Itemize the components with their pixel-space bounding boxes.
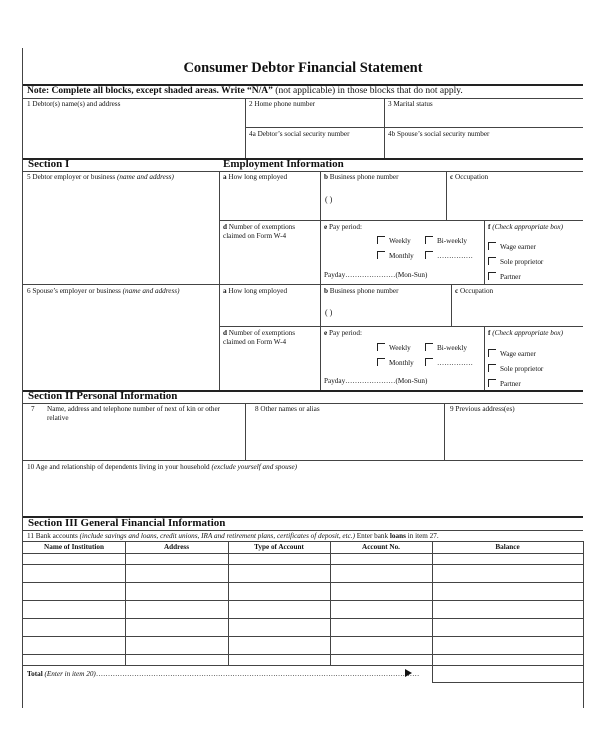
divider (228, 541, 229, 665)
spouse-wage-earner-checkbox[interactable]: Wage earner (488, 349, 536, 359)
weekly-checkbox[interactable]: Weekly (377, 236, 411, 246)
form-title: Consumer Debtor Financial Statement (183, 60, 423, 76)
divider (320, 171, 321, 284)
section-2-title: Section II Personal Information (28, 390, 178, 402)
sole-proprietor-checkbox[interactable]: Sole proprietor (488, 257, 543, 267)
divider (219, 171, 220, 284)
divider (125, 541, 126, 665)
block-4b-label: 4b Spouse’s social security number (388, 130, 490, 138)
table-row (23, 564, 583, 565)
divider (432, 541, 433, 665)
check-box-label: f (Check appropriate box) (488, 223, 563, 231)
table-row (23, 618, 583, 619)
col-header-institution: Name of Institution (44, 543, 104, 551)
col-header-account-no: Account No. (362, 543, 400, 551)
divider (245, 403, 246, 460)
payday-field: Payday…………………(Mon-Sun) (324, 271, 428, 279)
section-3-title: Section III General Financial Information (28, 517, 226, 529)
spouse-check-box-label: f (Check appropriate box) (488, 329, 563, 337)
rule (23, 284, 583, 285)
table-row (23, 582, 583, 583)
spouse-how-long-employed-label: a How long employed (223, 287, 288, 295)
monthly-checkbox[interactable]: Monthly (377, 251, 414, 261)
divider (432, 665, 433, 682)
wage-earner-checkbox[interactable]: Wage earner (488, 242, 536, 252)
block-1-label: 1 Debtor(s) name(s) and address (27, 100, 121, 108)
form-page (22, 48, 583, 708)
spouse-other-period-checkbox[interactable]: …………… (425, 358, 473, 368)
biweekly-checkbox[interactable]: Bi-weekly (425, 236, 467, 246)
spouse-weekly-checkbox[interactable]: Weekly (377, 343, 411, 353)
rule (23, 171, 583, 172)
rule (23, 541, 583, 542)
partner-checkbox[interactable]: Partner (488, 272, 521, 282)
block-4a-label: 4a Debtor’s social security number (249, 130, 350, 138)
block-7-label: Name, address and telephone number of next of kin or other relative (47, 405, 221, 422)
phone-area-code: ( ) (325, 195, 333, 204)
how-long-employed-label: a How long employed (223, 173, 288, 181)
block-8-label: 8 Other names or alias (255, 405, 320, 413)
rule (23, 403, 583, 404)
rule (432, 682, 583, 683)
section-1-label: Section I (28, 158, 70, 170)
block-5-label: 5 Debtor employer or business (name and address) (27, 173, 174, 181)
spouse-pay-period-label: e Pay period: (324, 329, 362, 337)
rule (245, 127, 583, 128)
divider (320, 284, 321, 390)
col-header-type: Type of Account (254, 543, 304, 551)
divider (444, 403, 445, 460)
rule (23, 98, 583, 99)
spouse-partner-checkbox[interactable]: Partner (488, 379, 521, 389)
block-9-label: 9 Previous address(es) (450, 405, 515, 413)
note-line: Note: Complete all blocks, except shaded areas. Write “N/A” (not applicable) in those blocks that do not apply. (27, 86, 463, 96)
divider (583, 541, 584, 708)
divider (330, 541, 331, 665)
occupation-label: c Occupation (450, 173, 489, 181)
divider (451, 284, 452, 326)
table-row (23, 600, 583, 601)
divider (484, 220, 485, 284)
total-label: Total (Enter in item 20)……………………………………………………………………………………………………………………… (27, 670, 420, 678)
table-row (23, 654, 583, 655)
rule (23, 460, 583, 461)
col-header-address: Address (163, 543, 190, 551)
rule (23, 530, 583, 531)
section-1-title: Employment Information (223, 158, 344, 170)
spouse-business-phone-label: b Business phone number (324, 287, 399, 295)
block-6-label: 6 Spouse’s employer or business (name and address) (27, 287, 180, 295)
divider (245, 98, 246, 158)
total-arrow-icon (405, 669, 412, 677)
spouse-biweekly-checkbox[interactable]: Bi-weekly (425, 343, 467, 353)
divider (484, 326, 485, 390)
divider (384, 98, 385, 158)
spouse-phone-area-code: ( ) (325, 308, 333, 317)
spouse-occupation-label: c Occupation (455, 287, 494, 295)
block-3-label: 3 Marital status (388, 100, 433, 108)
other-period-checkbox[interactable]: …………… (425, 251, 473, 261)
table-row (23, 665, 583, 666)
spouse-exemptions-label: d Number of exemptions claimed on Form W-4 (223, 329, 296, 346)
block-2-label: 2 Home phone number (249, 100, 316, 108)
spouse-sole-proprietor-checkbox[interactable]: Sole proprietor (488, 364, 543, 374)
col-header-balance: Balance (495, 543, 520, 551)
exemptions-label: d Number of exemptions claimed on Form W-4 (223, 223, 296, 240)
divider (446, 171, 447, 220)
table-row (23, 553, 583, 554)
rule (219, 326, 583, 327)
spouse-monthly-checkbox[interactable]: Monthly (377, 358, 414, 368)
block-7-number: 7 (31, 405, 35, 413)
pay-period-label: e Pay period: (324, 223, 362, 231)
rule (219, 220, 583, 221)
block-10-label: 10 Age and relationship of dependents living in your household (exclude yourself and spouse) (27, 463, 298, 471)
table-row (23, 636, 583, 637)
spouse-payday-field: Payday…………………(Mon-Sun) (324, 377, 428, 385)
divider (219, 284, 220, 390)
business-phone-label: b Business phone number (324, 173, 399, 181)
block-11-label: 11 Bank accounts (include savings and loans, credit unions, IRA and retirement plans, certificates of deposit, etc.) Enter bank loans in item 27. (27, 532, 439, 540)
